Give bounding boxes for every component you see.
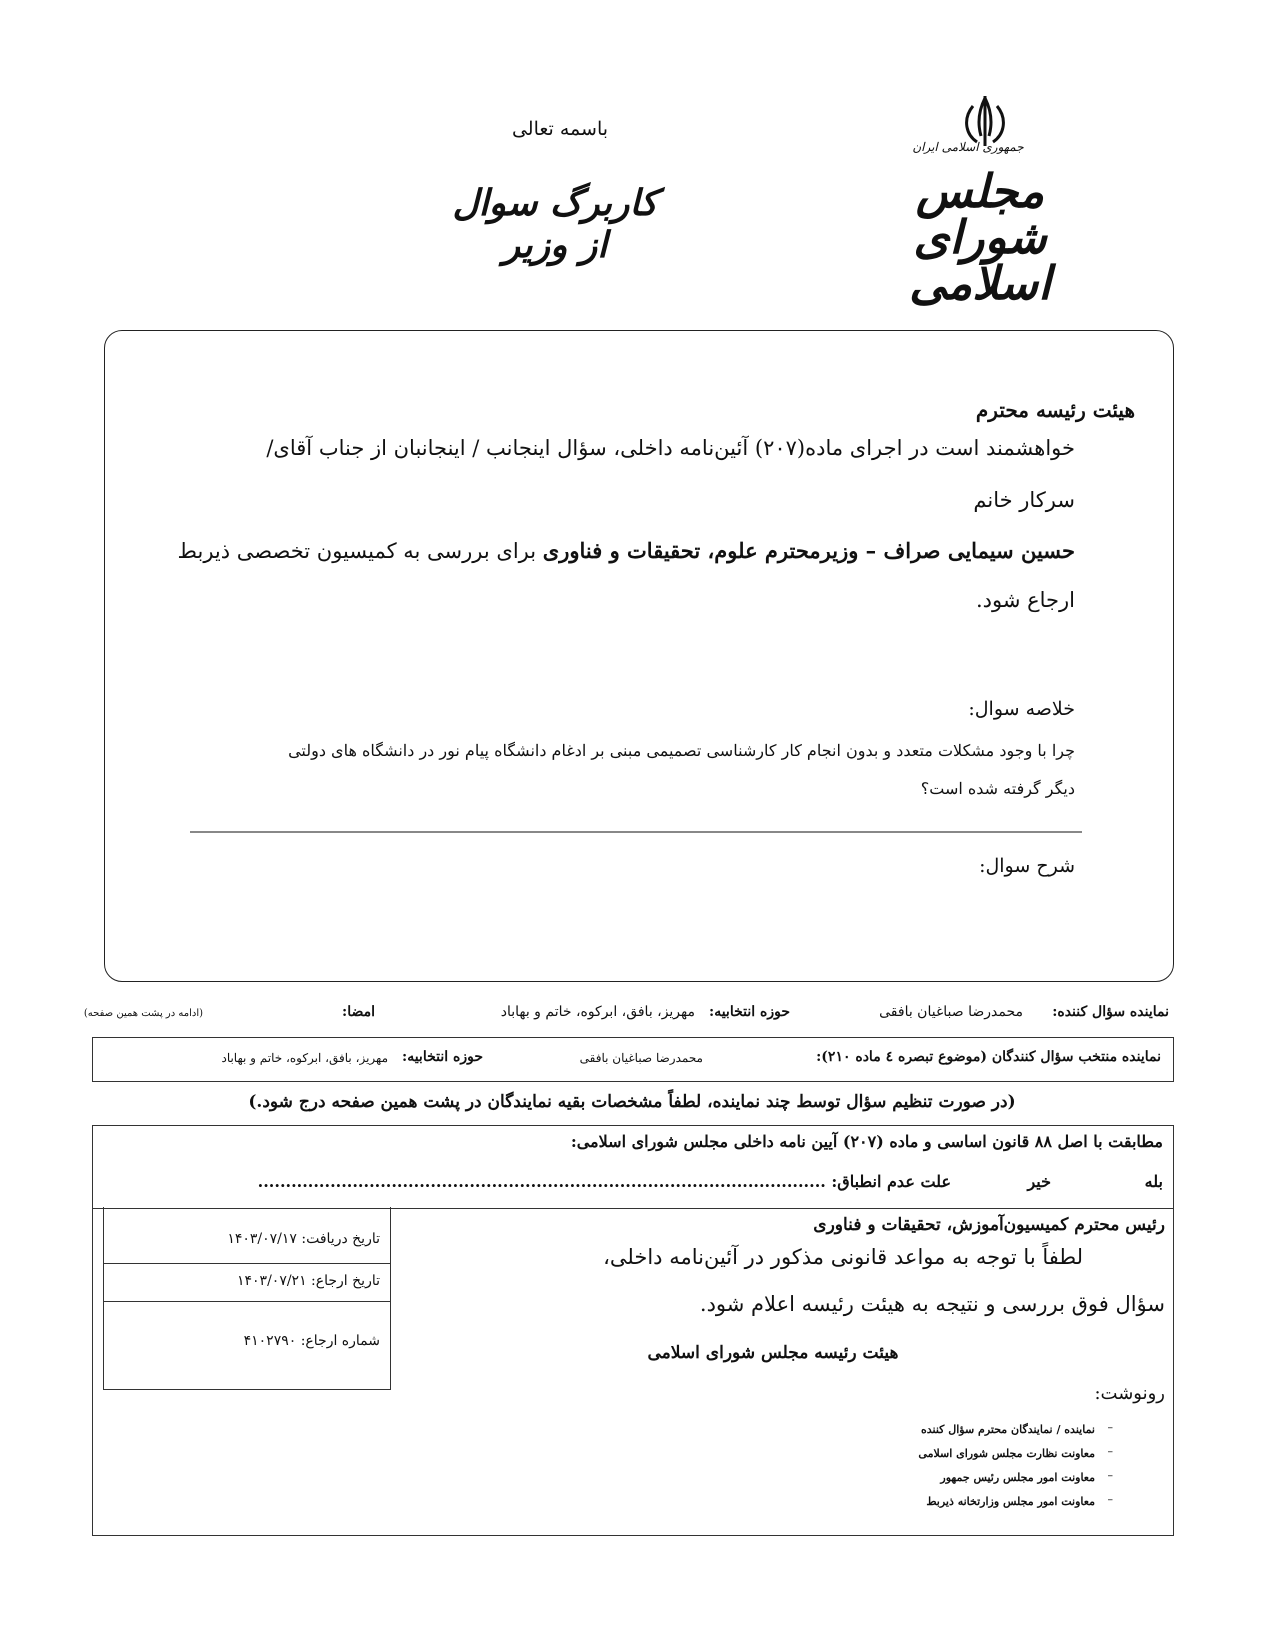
- asker-name: محمدرضا صباغیان بافقی: [879, 1004, 1023, 1020]
- referral-number: شماره ارجاع: ۴۱۰۲۷۹۰: [243, 1333, 380, 1349]
- received-date: تاریخ دریافت: ۱۴۰۳/۰۷/۱۷: [227, 1231, 380, 1247]
- referral-date: تاریخ ارجاع: ۱۴۰۳/۰۷/۲۱: [237, 1273, 380, 1289]
- multi-representative-note: (در صورت تنظیم سؤال توسط چند نماینده، لطفاً مشخصات بقیه نمایندگان در پشت همین صفحه درج شود.): [248, 1092, 1016, 1112]
- bismillah-heading: باسمه تعالی: [511, 118, 609, 140]
- minister-name: حسین سیمایی صراف – وزیرمحترم علوم، تحقیقات و فناوری: [542, 538, 1075, 563]
- cc-dash: –: [1107, 1421, 1113, 1434]
- referral-box: [92, 1207, 1174, 1536]
- cc-dash: –: [1107, 1469, 1113, 1482]
- parliament-subtitle: جمهوری اسلامی ایران: [912, 140, 1024, 154]
- cc-title: رونوشت:: [1094, 1383, 1165, 1404]
- elected-district-label: حوزه انتخابیه:: [402, 1049, 483, 1065]
- request-line-1: خواهشمند است در اجرای ماده(۲۰۷) آئین‌نامه داخلی، سؤال اینجانب / اینجانبان از جناب آقای/: [266, 436, 1075, 460]
- compliance-yes[interactable]: بله: [1144, 1172, 1163, 1191]
- elected-name: محمدرضا صباغیان بافقی: [579, 1051, 703, 1065]
- elected-representative-box: [92, 1037, 1174, 1082]
- dates-table: [103, 1207, 391, 1390]
- district-value: مهریز، بافق، ابرکوه، خاتم و بهاباد: [500, 1004, 695, 1020]
- divider: [190, 831, 1082, 833]
- list-item: [795, 1493, 1095, 1513]
- parliament-logo: مجلس شورای اسلامی: [909, 164, 1051, 310]
- cc-item-text: معاونت امور مجلس رئیس جمهور: [940, 1471, 1095, 1484]
- compliance-title: مطابقت با اصل ۸۸ قانون اساسی و ماده (۲۰۷) آیین نامه داخلی مجلس شورای اسلامی:: [570, 1132, 1163, 1151]
- committee-chair-title: رئیس محترم کمیسیون‌آموزش، تحقیقات و فناوری: [813, 1215, 1165, 1235]
- referral-text-line-1: لطفاً با توجه به مواعد قانونی مذکور در آئین‌نامه داخلی،: [603, 1245, 1083, 1269]
- compliance-box: [92, 1125, 1174, 1209]
- asker-label: نماینده سؤال کننده:: [1052, 1004, 1169, 1020]
- noncompliance-reason: علت عدم انطباق: ......................................................................................................: [257, 1172, 951, 1191]
- request-line-4: ارجاع شود.: [975, 588, 1075, 612]
- request-line-3: [178, 538, 1075, 563]
- elected-label: نماینده منتخب سؤال کنندگان (موضوع تبصره ٤ ماده ۲۱۰):: [816, 1049, 1161, 1065]
- list-item: [795, 1421, 1095, 1441]
- form-title: کاربرگ سوال از وزیر: [452, 182, 658, 266]
- referral-date-cell: [104, 1263, 390, 1302]
- compliance-no[interactable]: خیر: [1027, 1172, 1051, 1191]
- cc-item-text: معاونت امور مجلس وزارتخانه ذیربط: [926, 1495, 1095, 1508]
- cc-item-text: معاونت نظارت مجلس شورای اسلامی: [918, 1447, 1095, 1460]
- list-item: [795, 1469, 1095, 1489]
- salutation: هیئت رئیسه محترم: [975, 398, 1135, 422]
- signature-label: امضا:: [342, 1004, 375, 1020]
- description-label: شرح سوال:: [979, 855, 1075, 877]
- summary-text-line-2: دیگر گرفته شده است؟: [920, 779, 1075, 798]
- summary-text-line-1: چرا با وجود مشکلات متعدد و بدون انجام کار کارشناسی تصمیمی مبنی بر ادغام دانشگاه پیام نور در دانشگاه های دولتی: [288, 741, 1075, 760]
- referral-text-line-2: سؤال فوق بررسی و نتیجه به هیئت رئیسه اعلام شود.: [699, 1292, 1165, 1316]
- summary-label: خلاصه سوال:: [968, 698, 1075, 720]
- elected-district-value: مهریز، بافق، ابرکوه، خاتم و بهاباد: [221, 1051, 388, 1065]
- cc-dash: –: [1107, 1493, 1113, 1506]
- question-box: [104, 330, 1174, 982]
- cc-dash: –: [1107, 1445, 1113, 1458]
- cc-item-text: نماینده / نمایندگان محترم سؤال کننده: [920, 1423, 1095, 1436]
- continue-note: (ادامه در پشت همین صفحه): [83, 1008, 203, 1019]
- request-line-3-rest: برای بررسی به کمیسیون تخصصی ذیربط: [177, 539, 543, 563]
- received-date-cell: [104, 1207, 390, 1264]
- request-line-2: سرکار خانم: [973, 488, 1075, 512]
- presidium-signature: هیئت رئیسه مجلس شورای اسلامی: [647, 1343, 899, 1363]
- list-item: [795, 1445, 1095, 1465]
- district-label: حوزه انتخابیه:: [709, 1004, 790, 1020]
